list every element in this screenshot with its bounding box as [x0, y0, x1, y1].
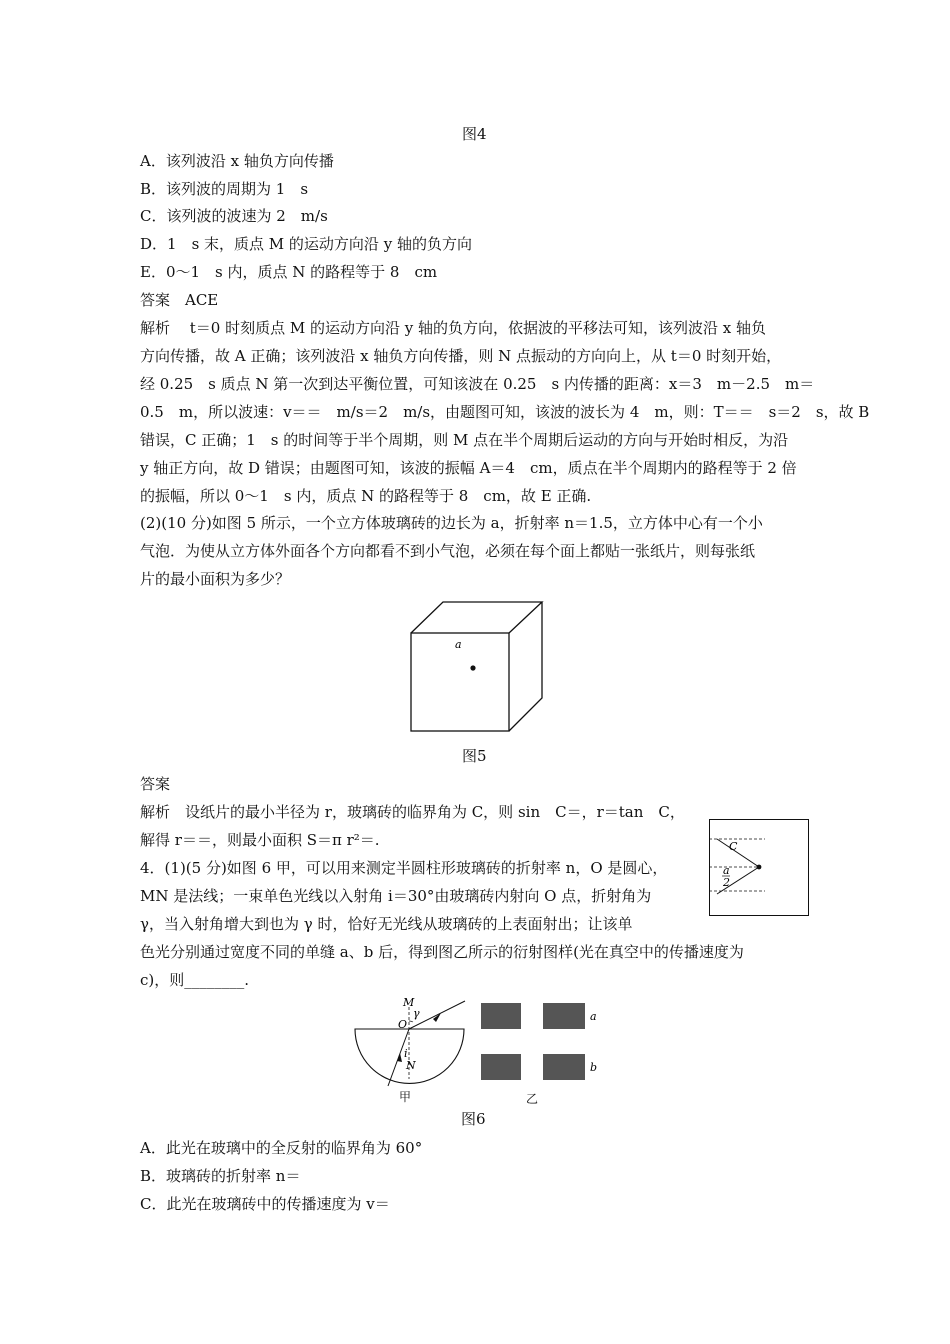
q3-analysis-line: 经 0.25 s 质点 N 第一次到达平衡位置，可知该波在 0.25 s 内传播的距离：x＝3 m－2.5 m＝	[140, 375, 815, 393]
fig6-yi-label: 乙	[526, 1092, 539, 1106]
point-o-label: O	[398, 1018, 408, 1031]
refracted-arrow	[433, 1013, 441, 1022]
cube-side-face	[509, 602, 542, 731]
half-edge-numerator: a	[723, 864, 730, 877]
q3-2-analysis-line: 解析 设纸片的最小半径为 r，玻璃砖的临界角为 C，则 sin C＝，r＝tan C，	[140, 803, 685, 821]
fig6-caption: 图6	[461, 1110, 486, 1128]
q3-option-c: C．该列波的波速为 2 m/s	[140, 207, 328, 225]
q3-analysis-line: y 轴正方向，故 D 错误；由题图可知，该波的振幅 A＝4 cm，质点在半个周期内的路程等于 2 倍	[140, 459, 797, 477]
point-n-label: N	[406, 1059, 416, 1072]
cube-top-face	[411, 602, 542, 633]
q4-question-line: 色光分别通过宽度不同的单缝 a、b 后，得到图乙所示的衍射图样(光在真空中的传播速度为	[140, 943, 744, 961]
q4-question-line: 4．(1)(5 分)如图 6 甲，可以用来测定半圆柱形玻璃砖的折射率 n，O 是圆心，	[140, 859, 668, 877]
q3-2-question-line: 片的最小面积为多少？	[140, 570, 291, 588]
slit-a-label: a	[590, 1010, 597, 1023]
pattern-a-left-band	[481, 1003, 521, 1029]
q3-option-a: A．该列波沿 x 轴负方向传播	[140, 152, 334, 170]
q3-analysis-line: 方向传播，故 A 正确；该列波沿 x 轴负方向传播，则 N 点振动的方向向上，从 t＝0 时刻开始，	[140, 347, 782, 365]
critical-angle-diagram	[709, 819, 809, 917]
q3-analysis-line: 错误，C 正确；1 s 的时间等于半个周期，则 M 点在半个周期后运动的方向与开始时相反，为沿	[140, 431, 789, 449]
q4-option-b: B．玻璃砖的折射率 n＝	[140, 1167, 301, 1185]
pattern-a-right-band	[543, 1003, 585, 1029]
q3-option-b: B．该列波的周期为 1 s	[140, 180, 309, 198]
q3-analysis-line: 的振幅，所以 0～1 s 内，质点 N 的路程等于 8 cm，故 E 正确.	[140, 487, 592, 505]
q3-2-answer: 答案	[140, 775, 171, 793]
pattern-b-right-band	[543, 1054, 585, 1080]
incident-arrow	[397, 1053, 402, 1062]
bubble-point	[757, 865, 762, 870]
fig6-jia-label: 甲	[399, 1090, 412, 1104]
q4-question-line: γ，当入射角增大到也为 γ 时，恰好无光线从玻璃砖的上表面射出；让该单	[140, 915, 633, 933]
q4-question-line: MN 是法线；一束单色光线以入射角 i＝30°由玻璃砖内射向 O 点，折射角为	[140, 887, 652, 905]
air-bubble-dot	[470, 665, 475, 670]
q3-2-analysis-line: 解得 r＝＝，则最小面积 S＝π r²＝.	[140, 831, 380, 849]
q4-option-c: C．此光在玻璃砖中的传播速度为 v＝	[140, 1195, 390, 1213]
gamma-label: γ	[413, 1007, 420, 1020]
q3-option-d: D．1 s 末，质点 M 的运动方向沿 y 轴的负方向	[140, 235, 472, 253]
gamma-arc	[409, 1021, 413, 1022]
q3-answer: 答案 ACE	[140, 291, 219, 309]
critical-angle-label: C	[729, 840, 738, 853]
slit-b-label: b	[590, 1061, 598, 1074]
q3-analysis-line: 0.5 m，所以波速：v＝＝ m/s＝2 m/s，由题图可知，该波的波长为 4 m，则：T＝＝ s＝2 s，故 B	[140, 403, 870, 421]
q3-analysis-line: 解析 t＝0 时刻质点 M 的运动方向沿 y 轴的负方向，依据波的平移法可知，该列波沿 x 轴负	[140, 319, 767, 337]
cube-edge-label: a	[455, 638, 462, 651]
q3-option-e: E．0～1 s 内，质点 N 的路程等于 8 cm	[140, 263, 438, 281]
point-m-label: M	[403, 996, 415, 1009]
pattern-b-left-band	[481, 1054, 521, 1080]
fig4-caption: 图4	[462, 125, 487, 143]
half-edge-denominator: 2	[723, 876, 730, 889]
fig5-cube-diagram	[405, 598, 555, 736]
q4-option-a: A．此光在玻璃中的全反射的临界角为 60°	[140, 1139, 423, 1157]
q3-2-question-line: 气泡．为使从立方体外面各个方向都看不到小气泡，必须在每个面上都贴一张纸片，则每张纸	[140, 542, 756, 560]
angle-i-label: i	[404, 1047, 408, 1060]
fig6-yi-diffraction	[480, 1000, 605, 1085]
q3-2-question-line: (2)(10 分)如图 5 所示，一个立方体玻璃砖的边长为 a，折射率 n＝1.5，立方体中心有一个小	[140, 514, 763, 532]
fig5-caption: 图5	[462, 747, 487, 765]
q4-question-line: c)，则________.	[140, 971, 250, 989]
semicircle-glass	[355, 1029, 464, 1083]
